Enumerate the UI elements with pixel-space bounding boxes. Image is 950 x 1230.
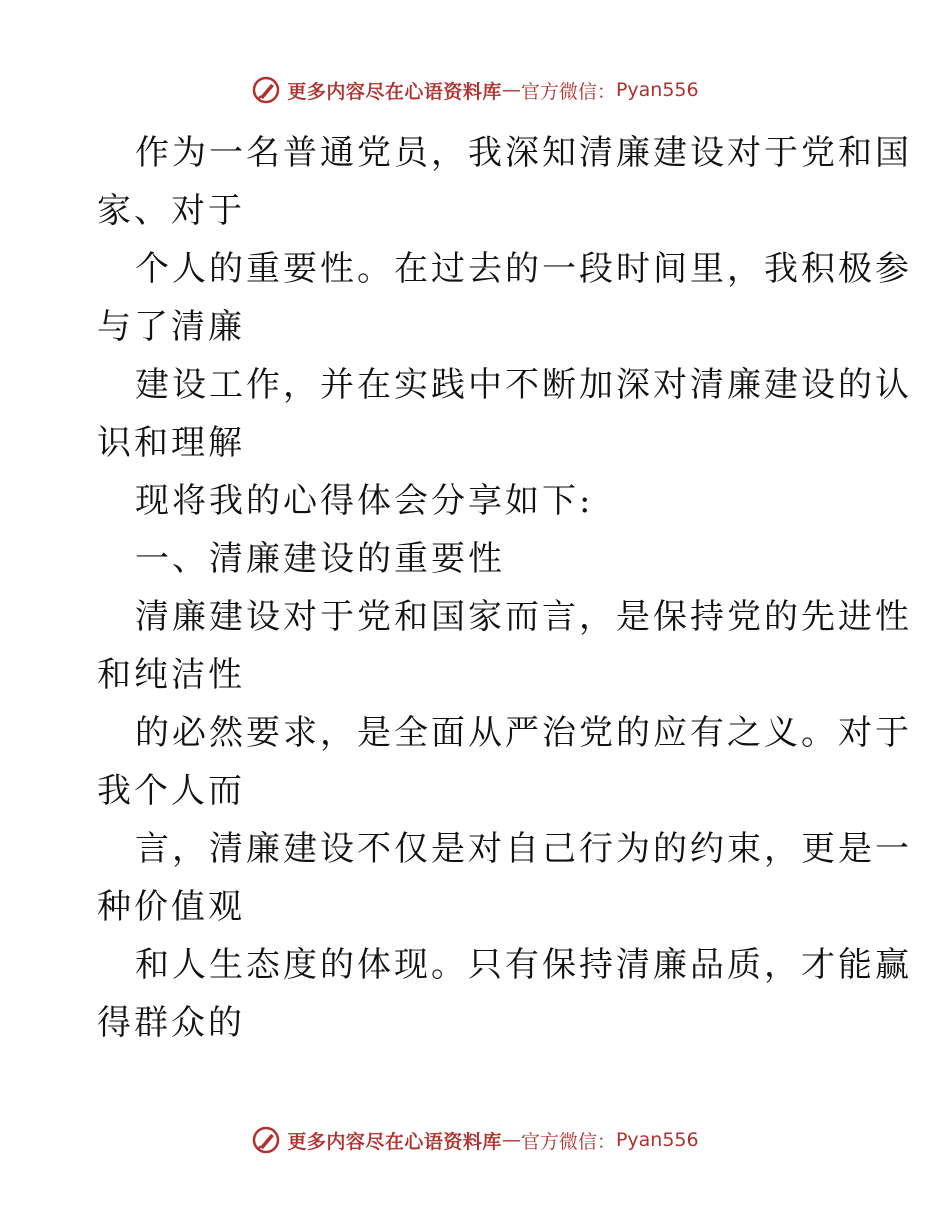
banner-brand-text: 更多内容尽在心语资料库 xyxy=(287,80,502,103)
banner-contact-label: 官方微信： xyxy=(520,80,616,103)
text-line: 种价值观 xyxy=(97,887,245,927)
text-line: 言，清廉建设不仅是对自己行为的约束，更是一 xyxy=(135,829,912,869)
text-line: 清廉建设对于党和国家而言，是保持党的先进性 xyxy=(135,597,912,637)
text-line: 作为一名普通党员，我深知清廉建设对于党和国 xyxy=(135,133,912,173)
text-line: 的必然要求，是全面从严治党的应有之义。对于 xyxy=(135,713,912,753)
text-line: 个人的重要性。在过去的一段时间里，我积极参 xyxy=(135,249,912,289)
banner-contact-id: Pyan556 xyxy=(615,1129,699,1151)
banner-separator: — xyxy=(501,1129,521,1151)
banner-contact-id: Pyan556 xyxy=(615,79,699,101)
feather-pen-logo-icon xyxy=(251,75,281,105)
banner-brand-text: 更多内容尽在心语资料库 xyxy=(287,1130,502,1153)
text-line: 得群众的 xyxy=(97,1003,245,1043)
text-line: 家、对于 xyxy=(97,191,245,231)
footer-watermark-banner xyxy=(0,1120,950,1160)
text-line: 建设工作，并在实践中不断加深对清廉建设的认 xyxy=(135,365,912,405)
text-line: 我个人而 xyxy=(97,771,245,811)
text-line: 现将我的心得体会分享如下: xyxy=(135,481,594,521)
text-line: 识和理解 xyxy=(97,423,245,463)
document-body xyxy=(97,124,912,1052)
header-watermark-banner xyxy=(0,70,950,110)
section-heading: 一、清廉建设的重要性 xyxy=(135,539,505,579)
text-line: 和人生态度的体现。只有保持清廉品质，才能赢 xyxy=(135,945,912,985)
text-line: 和纯洁性 xyxy=(97,655,245,695)
banner-contact-label: 官方微信： xyxy=(520,1130,616,1153)
text-line: 与了清廉 xyxy=(97,307,245,347)
feather-pen-logo-icon xyxy=(251,1125,281,1155)
banner-separator: — xyxy=(501,79,521,101)
